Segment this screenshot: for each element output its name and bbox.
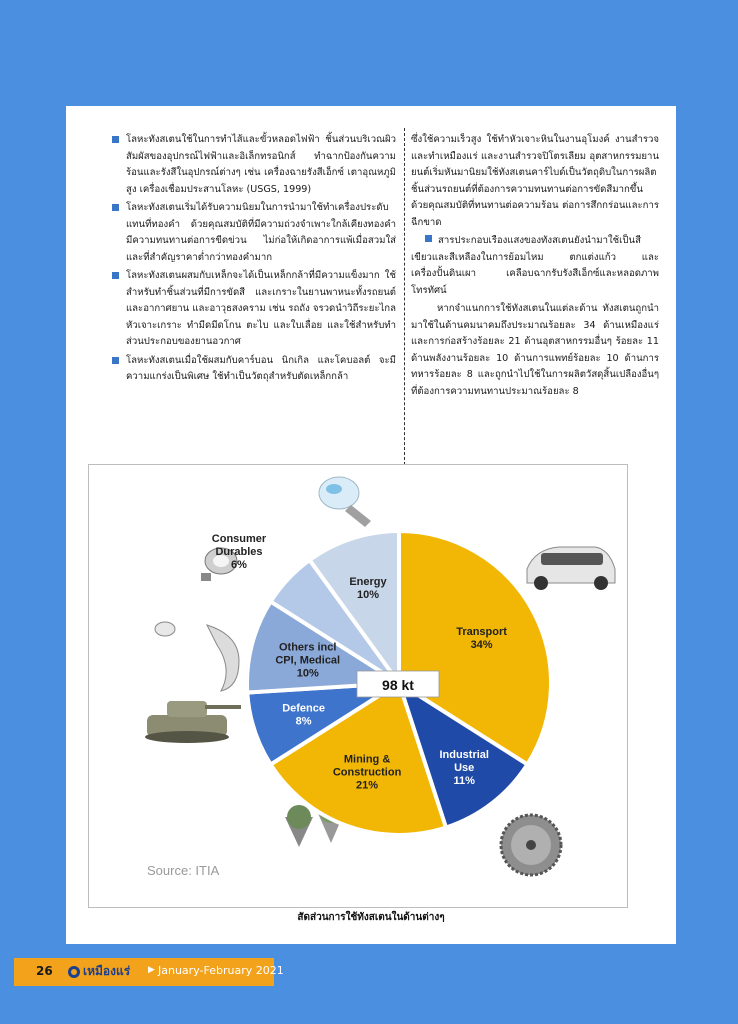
bullet-text: โลหะทังสเตนเมื่อใช้ผสมกับคาร์บอน นิกเกิล และโคบอลต์ จะมีความแกร่งเป็นพิเศษ ใช้ทำเป็นวัตถุสำหรับตัดเหล็กกล้า (126, 354, 396, 382)
pie-slice-label-line: Construction (332, 766, 402, 779)
pie-slice-label-line: 8% (295, 715, 312, 728)
pie-slice-label-line: Industrial (439, 749, 489, 762)
triangle-arrow-icon: ▶ (148, 965, 155, 975)
continuation-paragraph: ซึ่งใช้ความเร็วสูง ใช้ทำหัวเจาะหินในงานอุโมงค์ งานสำรวจและทำเหมืองแร่ และงานสำรวจปิโตรเลียม อุตสาหกรรมยานยนต์เริ่มหันมานิยมใช้ทังสเตนคาร์ไบด์เป็นวัตถุดิบในการผลิตชิ้นส่วนรถยนต์ที่ต้องการความทนทานต่อการขัดสีมากขึ้น ด้วยคุณสมบัติที่ทนทานต่อความร้อน ต่อการสึกกร่อนและการฉีกขาด (411, 134, 659, 228)
right-column (411, 132, 659, 402)
medical-implant-icon (155, 622, 239, 691)
chart-source-label: Source: ITIA (147, 863, 220, 878)
center-label-box (357, 671, 439, 697)
page-number: 26 (36, 964, 53, 978)
square-bullet-icon (112, 136, 119, 143)
square-bullet-icon (112, 357, 119, 364)
square-bullet-icon (425, 235, 432, 242)
magazine-logo (68, 962, 130, 981)
pie-slice-label-line: 10% (296, 667, 319, 680)
pie-slice-label-line: Defence (282, 702, 325, 715)
magazine-logo-text: เหมืองแร่ (83, 964, 131, 978)
square-bullet-icon (112, 272, 119, 279)
bullet-text: โลหะทังสเตนเริ่มได้รับความนิยมในการนำมาใช้ทำเครื่องประดับแทนที่ทองคำ ด้วยคุณสมบัติที่มีความถ่วงจำเพาะใกล้เคียงทองคำ มีความทนทานต่อการขีดข่วน ไม่ก่อให้เกิดอาการแพ้เมื่อสวมใส่ และที่สำคัญราคาต่ำกว่าทองคำมาก (126, 202, 396, 263)
pie-slice-label-line: 6% (231, 559, 247, 571)
pie-slice-label-line: CPI, Medical (275, 654, 341, 667)
tank-icon (145, 701, 241, 743)
pie-slice-label-line: Use (454, 762, 475, 775)
pie-slice-label-line: 34% (470, 639, 493, 652)
left-column (112, 132, 396, 388)
pie-slice-label-line: Consumer (211, 533, 267, 545)
pie-center-label: 98 kt (382, 677, 414, 693)
article-page (66, 106, 676, 944)
logo-emblem-icon (68, 966, 80, 978)
pie-slice-label-line: Durables (215, 546, 263, 558)
issue-date: January-February 2021 (158, 964, 284, 977)
pie-chart (89, 465, 627, 907)
pie-slice-label-line: 11% (453, 775, 475, 788)
pie-slice-label-line: Mining & (343, 753, 391, 766)
pie-slice-label-line: 21% (356, 779, 379, 792)
bullet-text: สารประกอบเรืองแสงของทังสเตนยังนำมาใช้เป็นสีเขียวและสีเหลืองในการย้อมไหม ตกแต่งแก้ว และเครื่องปั้นดินเผา เคลือบฉากรับรังสีเอ็กซ์และหลอดภาพโทรทัศน์ (411, 235, 659, 296)
bullet-item (112, 200, 396, 266)
bullet-text: โลหะทังสเตนผสมกับเหล็กจะได้เป็นเหล็กกล้าที่มีความแข็งมาก ใช้สำหรับทำชิ้นส่วนที่มีการขัดสี และเกราะในยานพาหนะทั้งรถยนต์และอากาศยาน และอาวุธสงคราม เช่น รถถัง จรวดนำวิถีระยะไกล หัวเจาะเกราะ ทำมีดมีดโกน ตะไบ และใบเลื่อย และใช้สำหรับทำส่วนประกอบของยานอวกาศ (126, 270, 396, 347)
bullet-text: โลหะทังสเตนใช้ในการทำไส้และขั้วหลอดไฟฟ้า ชิ้นส่วนบริเวณผิวสัมผัสของอุปกรณ์ไฟฟ้าและอิเล็กทรอนิกส์ ทำฉากป้องกันความร้อนและรังสีในอุปกรณ์ต่างๆ เช่น เครื่องฉายรังสีเอ็กซ์ เตาอุณหภูมิสูง เครื่องเชื่อมประสานโลหะ (USGS, 1999) (126, 134, 396, 195)
bullet-paragraph (411, 233, 659, 299)
pie-slice-label-line: Transport (456, 626, 507, 639)
pie-slice-label-line: 10% (356, 589, 380, 602)
car-icon (527, 547, 615, 590)
column-divider (404, 128, 405, 470)
bullet-item (112, 353, 396, 386)
figure-caption: สัดส่วนการใช้ทังสเตนในด้านต่างๆ (297, 912, 445, 923)
usage-paragraph: หากจำแนกการใช้ทังสเตนในแต่ละด้าน ทังสเตนถูกนำมาใช้ในด้านคมนาคมถึงประมาณร้อยละ 34 ด้านเหมืองแร่และการก่อสร้างร้อยละ 21 ด้านอุตสาหกรรมอื่นๆ ร้อยละ 11 ด้านพลังงานร้อยละ 10 ด้านการแพทย์ร้อยละ 10 ด้านการทหารร้อยละ 8 และถูกนำไปใช้ในการผลิตวัสดุสิ้นเปลืองอื่นๆ ที่ต้องการความทนทานประมาณร้อยละ 8 (411, 303, 659, 397)
saw-blade-icon (501, 815, 561, 875)
square-bullet-icon (112, 204, 119, 211)
pie-chart-figure (88, 464, 628, 908)
bullet-item (112, 268, 396, 351)
pie-slice-label-line: Others incl (278, 641, 337, 654)
light-bulb-icon (319, 477, 371, 527)
pie-slice-label-line: Energy (349, 576, 387, 589)
bullet-item (112, 132, 396, 198)
